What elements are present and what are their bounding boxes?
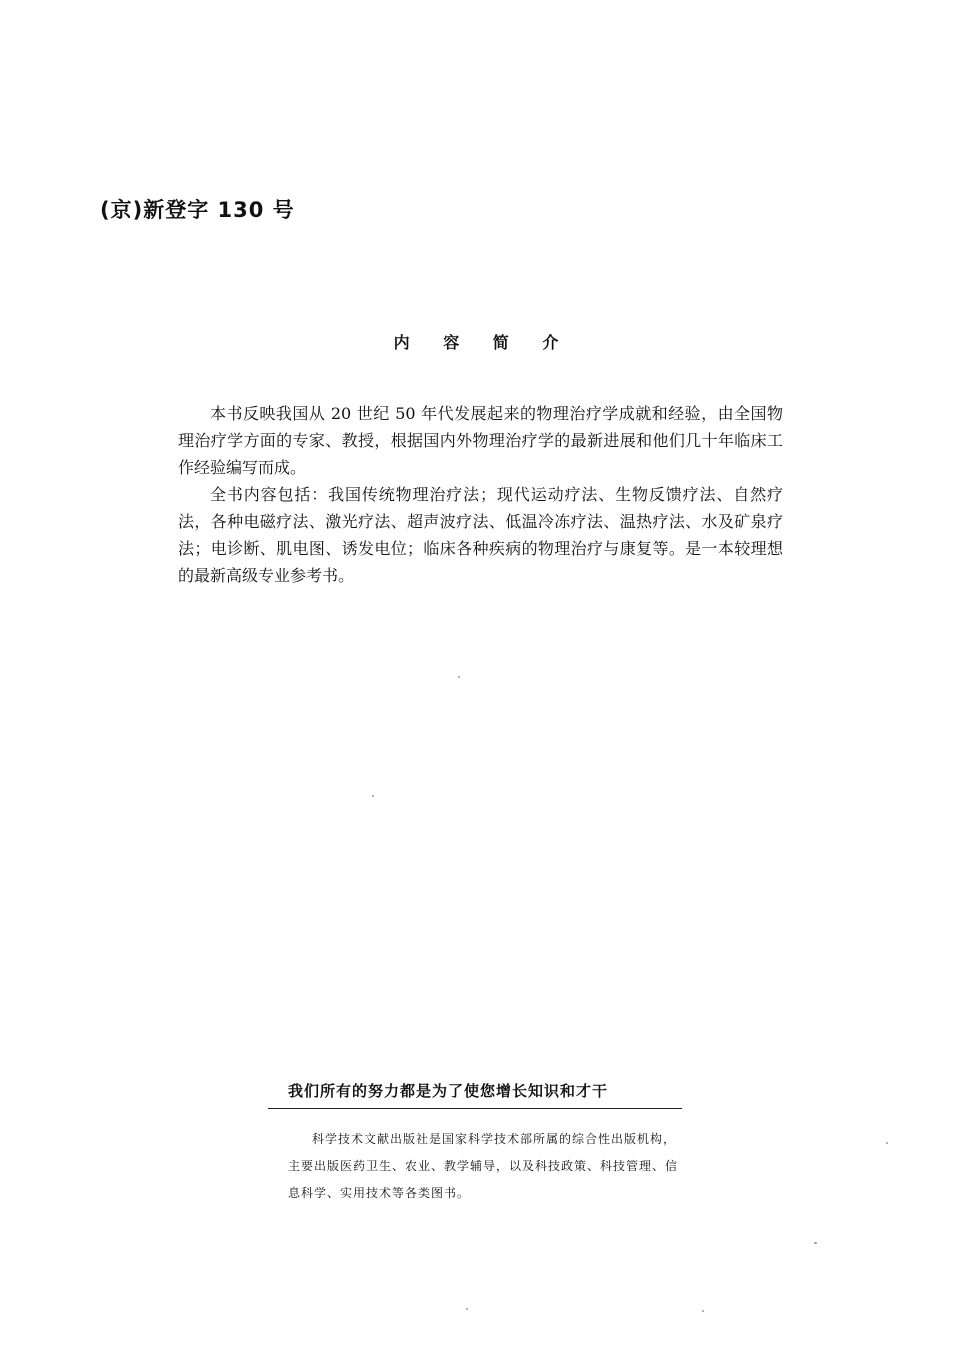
summary-title: 内 容 简 介 bbox=[393, 333, 573, 352]
registration-number: (京)新登字 130 号 bbox=[100, 198, 295, 222]
summary-body bbox=[178, 400, 783, 589]
publisher-description bbox=[288, 1126, 678, 1207]
summary-paragraph-1: 本书反映我国从 20 世纪 50 年代发展起来的物理治疗学成就和经验，由全国物理治疗学方面的专家、教授，根据国内外物理治疗学的最新进展和他们几十年临床工作经验编写而成。 bbox=[178, 404, 783, 477]
publisher-description-text: 科学技术文献出版社是国家科学技术部所属的综合性出版机构，主要出版医药卫生、农业、教学辅导，以及科技政策、科技管理、信息科学、实用技术等各类图书。 bbox=[288, 1132, 679, 1200]
footer-divider bbox=[268, 1108, 682, 1109]
scan-speck bbox=[458, 676, 460, 678]
scan-speck bbox=[814, 1242, 817, 1244]
summary-paragraph-2: 全书内容包括：我国传统物理治疗法；现代运动疗法、生物反馈疗法、自然疗法，各种电磁疗法、激光疗法、超声波疗法、低温冷冻疗法、温热疗法、水及矿泉疗法；电诊断、肌电图、诱发电位；临床各种疾病的物理治疗与康复等。是一本较理想的最新高级专业参考书。 bbox=[178, 485, 783, 585]
scan-speck bbox=[886, 1142, 888, 1144]
scan-speck bbox=[702, 1310, 704, 1312]
scan-speck bbox=[466, 1308, 468, 1310]
publisher-slogan: 我们所有的努力都是为了使您增长知识和才干 bbox=[288, 1082, 609, 1100]
scan-speck bbox=[372, 795, 374, 797]
